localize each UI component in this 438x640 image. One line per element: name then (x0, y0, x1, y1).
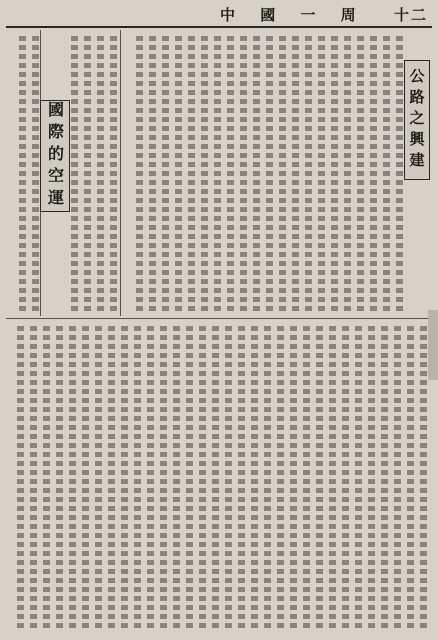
text-column (188, 36, 195, 312)
text-column (381, 326, 388, 632)
text-column (355, 326, 362, 632)
text-column (149, 36, 156, 312)
text-column (82, 326, 89, 632)
text-column (279, 36, 286, 312)
text-column (238, 326, 245, 632)
text-column (407, 326, 414, 632)
text-column (69, 326, 76, 632)
text-column (214, 36, 221, 312)
text-column (110, 36, 117, 312)
text-column (266, 36, 273, 312)
text-column (316, 326, 323, 632)
text-column (175, 36, 182, 312)
text-column (420, 326, 427, 632)
text-column (160, 326, 167, 632)
section-title-public-highway: 公路之興建 (404, 60, 430, 180)
text-column (227, 36, 234, 312)
text-column (303, 326, 310, 632)
text-column (292, 36, 299, 312)
text-column (396, 36, 403, 312)
column-divider (120, 30, 121, 316)
text-column (108, 326, 115, 632)
text-column (56, 326, 63, 632)
text-column (199, 326, 206, 632)
text-column (225, 326, 232, 632)
text-column (147, 326, 154, 632)
text-column (251, 326, 258, 632)
text-column (383, 36, 390, 312)
section-divider (6, 318, 432, 319)
text-column (186, 326, 193, 632)
text-column (95, 326, 102, 632)
text-column (84, 36, 91, 312)
paper-name: 中 國 一 周 (220, 6, 366, 24)
text-column (344, 36, 351, 312)
text-column (357, 36, 364, 312)
text-column (97, 36, 104, 312)
text-column (394, 326, 401, 632)
text-column (305, 36, 312, 312)
text-column (32, 36, 39, 312)
column-divider (40, 30, 41, 316)
text-column (290, 326, 297, 632)
text-column (201, 36, 208, 312)
text-column (342, 326, 349, 632)
text-column (19, 36, 26, 312)
text-column (370, 36, 377, 312)
text-column (17, 326, 24, 632)
text-column (162, 36, 169, 312)
text-column (318, 36, 325, 312)
text-column (71, 36, 78, 312)
text-column (43, 326, 50, 632)
section-title-international-air: 國際的空運 (40, 100, 70, 212)
scan-edge (428, 310, 438, 380)
text-column (121, 326, 128, 632)
text-column (240, 36, 247, 312)
page-number: 十二 (393, 6, 428, 24)
text-column (368, 326, 375, 632)
text-column (329, 326, 336, 632)
text-column (212, 326, 219, 632)
text-column (136, 36, 143, 312)
text-column (173, 326, 180, 632)
text-column (331, 36, 338, 312)
text-column (134, 326, 141, 632)
text-column (264, 326, 271, 632)
header-rule (6, 26, 432, 28)
text-column (253, 36, 260, 312)
text-column (30, 326, 37, 632)
text-column (277, 326, 284, 632)
